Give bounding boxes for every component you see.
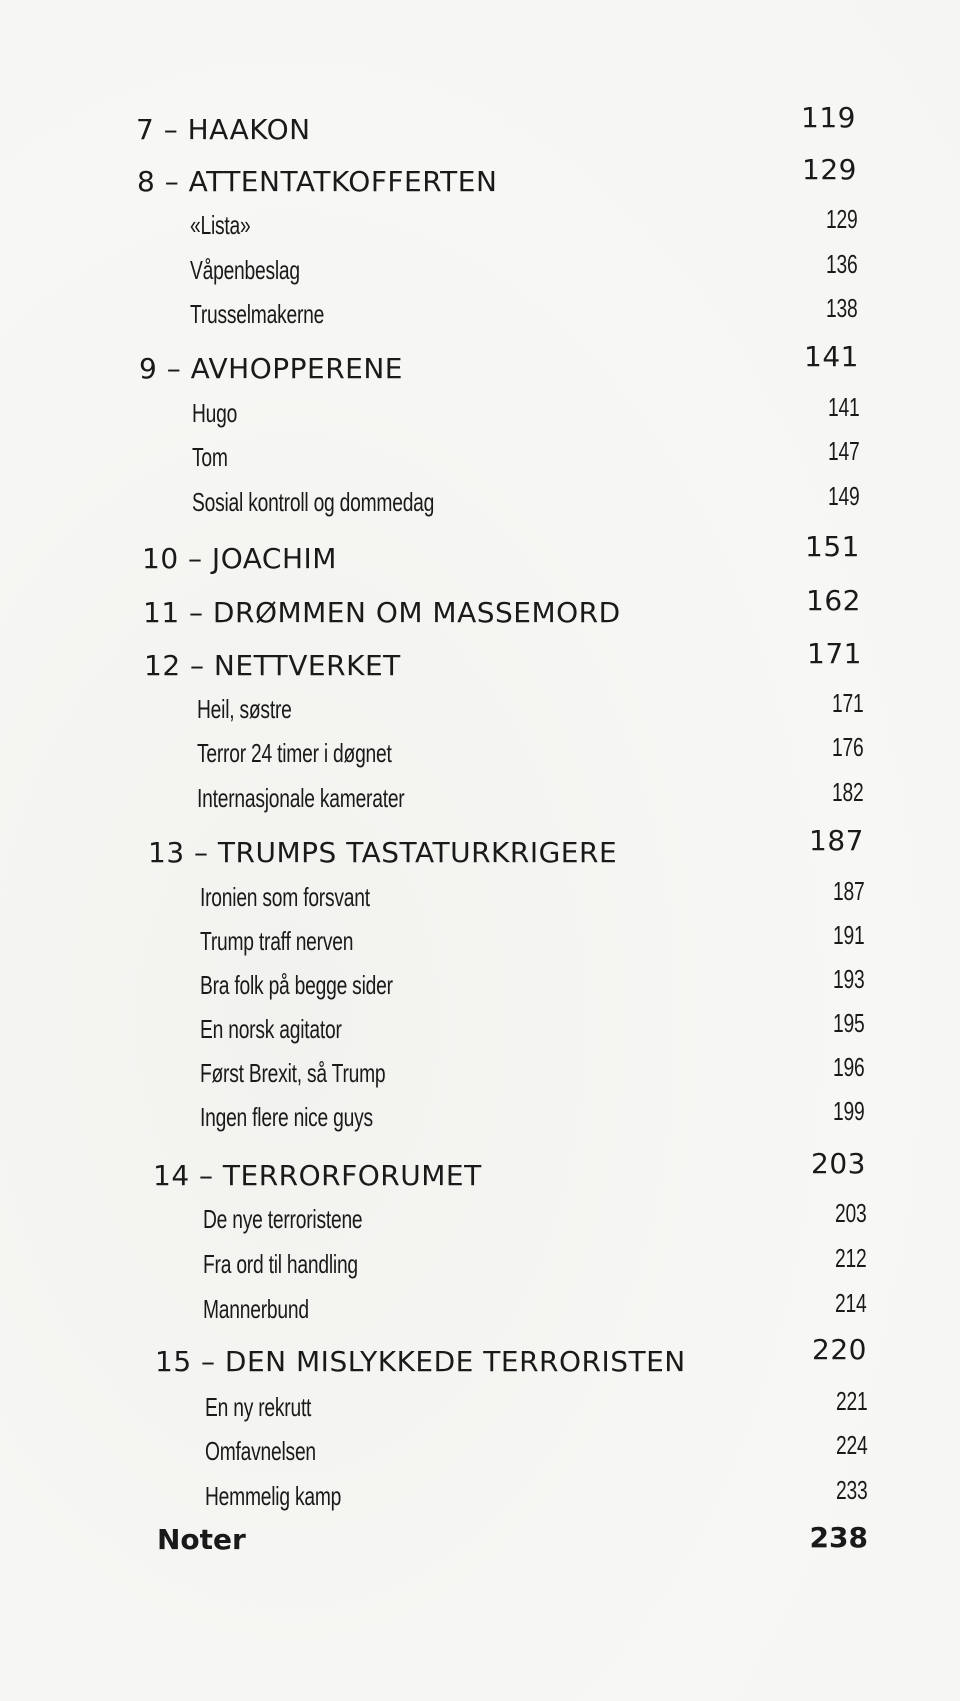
toc-notes bbox=[157, 1521, 868, 1566]
toc-chapter-title: 9 – AVHOPPERENE bbox=[139, 352, 403, 385]
toc-chapter bbox=[144, 637, 862, 682]
toc-chapter bbox=[142, 530, 860, 575]
toc-section-title: Terror 24 timer i døgnet bbox=[197, 738, 392, 768]
toc-section bbox=[192, 436, 859, 484]
toc-page-number: 199 bbox=[832, 1096, 864, 1126]
toc-page-number: 162 bbox=[806, 584, 861, 617]
toc-page-number: 233 bbox=[835, 1475, 867, 1505]
toc-section-title: En norsk agitator bbox=[200, 1014, 342, 1044]
toc-section-title: Sosial kontroll og dommedag bbox=[192, 487, 435, 517]
toc-section bbox=[200, 1008, 864, 1056]
toc-page-number: 119 bbox=[801, 101, 856, 134]
toc-section-title: Heil, søstre bbox=[197, 694, 292, 724]
toc-section-title: Tom bbox=[192, 442, 228, 472]
toc-chapter-title: 11 – DRØMMEN OM MASSEMORD bbox=[143, 596, 621, 629]
toc-section bbox=[205, 1386, 867, 1434]
toc-page-number: 129 bbox=[825, 204, 857, 234]
toc-section bbox=[192, 481, 859, 529]
toc-section bbox=[197, 777, 863, 825]
toc-page-number: 195 bbox=[832, 1008, 864, 1038]
toc-page-number: 203 bbox=[811, 1147, 866, 1180]
toc-section bbox=[205, 1430, 867, 1478]
toc-section bbox=[200, 920, 864, 968]
toc-chapter bbox=[137, 153, 857, 198]
toc-section-title: Internasjonale kamerater bbox=[197, 783, 405, 813]
toc-section-title: Ingen flere nice guys bbox=[200, 1102, 373, 1132]
toc-section bbox=[197, 688, 863, 736]
toc-page-number: 187 bbox=[809, 824, 864, 857]
toc-chapter bbox=[139, 340, 859, 385]
toc-section bbox=[200, 964, 864, 1012]
toc-section bbox=[192, 392, 859, 440]
toc-page-number: 196 bbox=[832, 1052, 864, 1082]
toc-chapter bbox=[148, 824, 864, 869]
toc-section bbox=[197, 732, 863, 780]
toc-section bbox=[190, 293, 857, 341]
toc-section-title: Våpenbeslag bbox=[190, 255, 300, 285]
toc-page-number: 129 bbox=[802, 153, 857, 186]
toc-page-number: 191 bbox=[832, 920, 864, 950]
toc-page-number: 136 bbox=[825, 249, 857, 279]
toc-page-number: 214 bbox=[834, 1288, 866, 1318]
toc-section bbox=[203, 1198, 866, 1246]
toc-chapter bbox=[143, 584, 861, 629]
toc-page-number: 149 bbox=[827, 481, 859, 511]
toc-page-number: 224 bbox=[835, 1430, 867, 1460]
toc-section-title: Hugo bbox=[192, 398, 238, 428]
toc-page-number: 238 bbox=[809, 1521, 868, 1554]
toc-section-title: Trump traff nerven bbox=[200, 926, 354, 956]
toc-page-number: 203 bbox=[834, 1198, 866, 1228]
toc-page-number: 138 bbox=[825, 293, 857, 323]
toc-page-number: 193 bbox=[832, 964, 864, 994]
toc-section bbox=[200, 1096, 864, 1144]
toc-chapter bbox=[155, 1333, 867, 1378]
toc-page-number: 147 bbox=[827, 436, 859, 466]
toc-section bbox=[200, 876, 864, 924]
toc-section-title: «Lista» bbox=[190, 210, 251, 240]
toc-page-number: 171 bbox=[831, 688, 863, 718]
toc-chapter-title: 14 – TERRORFORUMET bbox=[153, 1159, 482, 1192]
toc-section-title: Hemmelig kamp bbox=[205, 1481, 342, 1511]
toc-chapter-title: 15 – DEN MISLYKKEDE TERRORISTEN bbox=[155, 1345, 686, 1378]
toc-page-number: 212 bbox=[834, 1243, 866, 1273]
toc-section-title: De nye terroristene bbox=[203, 1204, 363, 1234]
toc-section-title: Mannerbund bbox=[203, 1294, 309, 1324]
toc-section-title: Trusselmakerne bbox=[190, 299, 325, 329]
toc-section-title: Omfavnelsen bbox=[205, 1436, 316, 1466]
toc-section bbox=[190, 204, 857, 252]
toc-chapter bbox=[153, 1147, 866, 1192]
toc-page-number: 221 bbox=[835, 1386, 867, 1416]
toc-chapter-title: 10 – JOACHIM bbox=[142, 542, 337, 575]
toc-section-title: Fra ord til handling bbox=[203, 1249, 358, 1279]
toc-page-number: 182 bbox=[831, 777, 863, 807]
toc-page-number: 151 bbox=[805, 530, 860, 563]
toc-chapter-title: 8 – ATTENTATKOFFERTEN bbox=[137, 165, 498, 198]
toc-section-title: En ny rekrutt bbox=[205, 1392, 312, 1422]
toc-section-title: Først Brexit, så Trump bbox=[200, 1058, 386, 1088]
toc-page-number: 141 bbox=[804, 340, 859, 373]
toc-chapter bbox=[136, 101, 856, 146]
toc-section-title: Bra folk på begge sider bbox=[200, 970, 393, 1000]
toc-notes-title: Noter bbox=[157, 1523, 246, 1556]
toc-page-number: 171 bbox=[807, 637, 862, 670]
toc-section bbox=[203, 1243, 866, 1291]
toc-page-number: 141 bbox=[827, 392, 859, 422]
toc-section bbox=[205, 1475, 867, 1523]
toc-section bbox=[203, 1288, 866, 1336]
toc-section bbox=[200, 1052, 864, 1100]
toc-chapter-title: 13 – TRUMPS TASTATURKRIGERE bbox=[148, 836, 618, 869]
toc-chapter-title: 7 – HAAKON bbox=[136, 113, 311, 146]
toc-section-title: Ironien som forsvant bbox=[200, 882, 370, 912]
toc-page-number: 220 bbox=[812, 1333, 867, 1366]
toc-chapter-title: 12 – NETTVERKET bbox=[144, 649, 401, 682]
toc-page-number: 176 bbox=[831, 732, 863, 762]
toc-page-number: 187 bbox=[832, 876, 864, 906]
toc-section bbox=[190, 249, 857, 297]
